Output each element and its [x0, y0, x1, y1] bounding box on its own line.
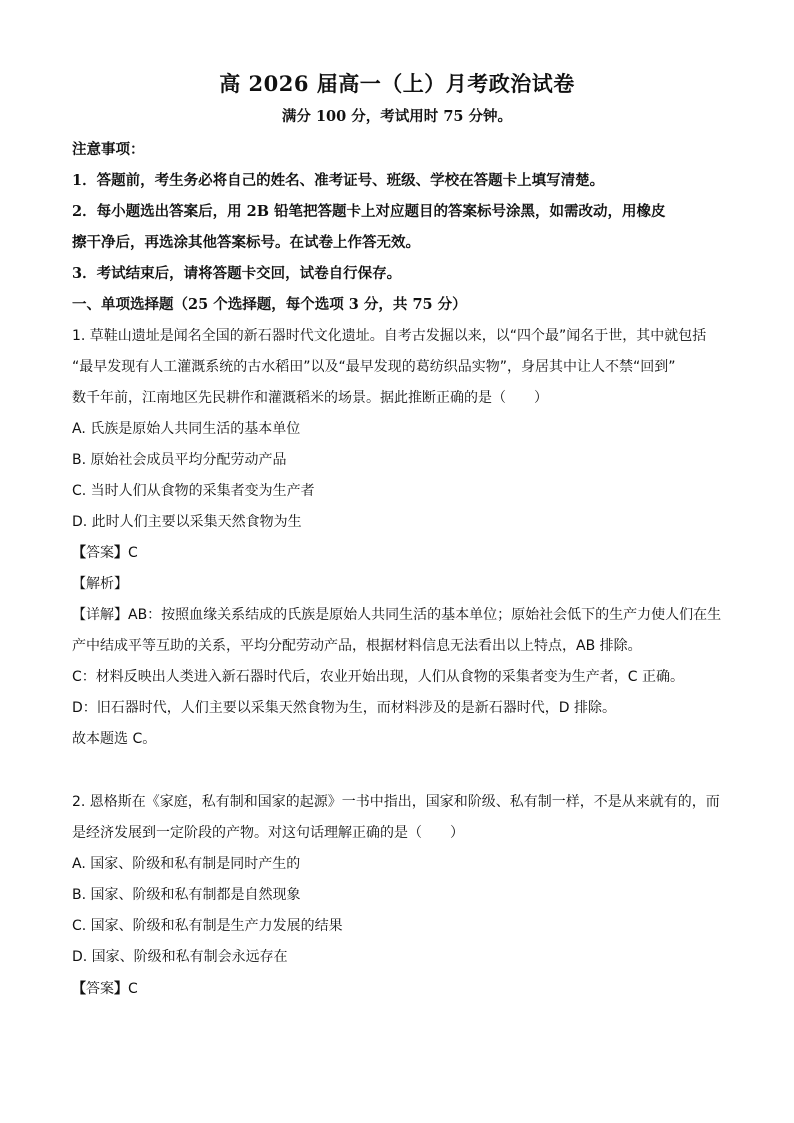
- q1-detail-line-1: [72, 605, 732, 625]
- q1-answer-value: C: [128, 545, 138, 561]
- q1-conclusion: 故本题选 C。: [72, 731, 157, 747]
- q1-detail-line-2: 产中结成平等互助的关系，平均分配劳动产品，根据材料信息无法看出以上特点，AB 排除。: [72, 638, 642, 654]
- q1-stem-line-2: “最早发现有人工灌溉系统的古水稻田”以及“最早发现的葛纺织品实物”，身居其中让人不禁“回到”: [72, 359, 676, 375]
- q1-answer-bracket-open: 【: [72, 545, 86, 561]
- q1-option-a: A. 氏族是原始人共同生活的基本单位: [72, 421, 301, 437]
- q2-answer-label: 答案: [86, 981, 114, 997]
- q2-answer-value: C: [128, 981, 138, 997]
- q1-stem-line-3: 数千年前，江南地区先民耕作和灌溉稻米的场景。据此推断正确的是（ ）: [72, 390, 548, 406]
- q1-answer-bracket-close: 】: [114, 545, 128, 561]
- page-title: 高 2026 届高一（上）月考政治试卷: [219, 71, 575, 96]
- q1-stem-line-1: 1. 草鞋山遗址是闻名全国的新石器时代文化遗址。自考古发掘以来，以“四个最”闻名于世，其中就包括: [72, 328, 707, 344]
- q1-detail-c: C：材料反映出人类进入新石器时代后，农业开始出现，人们从食物的采集者变为生产者，C 正确。: [72, 669, 684, 685]
- q1-detail-d: D：旧石器时代，人们主要以采集天然食物为生，而材料涉及的是新石器时代，D 排除。: [72, 700, 617, 716]
- q2-stem-line-1: 2. 恩格斯在《家庭，私有制和国家的起源》一书中指出，国家和阶级、私有制一样，不是从来就有的，而: [72, 794, 720, 810]
- q1-option-d: D. 此时人们主要以采集天然食物为生: [72, 514, 302, 530]
- q2-option-d: D. 国家、阶级和私有制会永远存在: [72, 949, 288, 965]
- notice-item-3: 3．考试结束后，请将答题卡交回，试卷自行保存。: [72, 265, 402, 282]
- page-subtitle: 满分 100 分，考试用时 75 分钟。: [281, 108, 513, 125]
- notice-heading: 注意事项：: [72, 141, 145, 158]
- q1-answer: [72, 543, 732, 563]
- q2-answer: [72, 979, 732, 999]
- q2-answer-bracket-close: 】: [114, 981, 128, 997]
- section-1-heading: 一、单项选择题（25 个选择题，每个选项 3 分，共 75 分）: [72, 296, 467, 313]
- q1-detail-text-1: AB：按照血缘关系结成的氏族是原始人共同生活的基本单位；原始社会低下的生产力使人们在生: [128, 607, 722, 623]
- q1-option-c: C. 当时人们从食物的采集者变为生产者: [72, 483, 315, 499]
- q1-analysis-tag: 【解析】: [72, 576, 128, 592]
- q2-answer-bracket-open: 【: [72, 981, 86, 997]
- q2-stem-line-2: 是经济发展到一定阶段的产物。对这句话理解正确的是（ ）: [72, 825, 464, 841]
- q2-option-c: C. 国家、阶级和私有制是生产力发展的结果: [72, 918, 343, 934]
- q2-option-b: B. 国家、阶级和私有制都是自然现象: [72, 887, 301, 903]
- q1-answer-label: 答案: [86, 545, 114, 561]
- notice-item-2-line-2: 擦干净后，再选涂其他答案标号。在试卷上作答无效。: [72, 234, 420, 251]
- q1-option-b: B. 原始社会成员平均分配劳动产品: [72, 452, 287, 468]
- notice-item-2-line-1: 2．每小题选出答案后，用 2B 铅笔把答题卡上对应题目的答案标号涂黑，如需改动，用橡皮: [72, 203, 666, 220]
- notice-item-1: 1．答题前，考生务必将自己的姓名、准考证号、班级、学校在答题卡上填写清楚。: [72, 172, 605, 189]
- q1-detail-tag: 【详解】: [72, 607, 128, 623]
- q2-option-a: A. 国家、阶级和私有制是同时产生的: [72, 856, 301, 872]
